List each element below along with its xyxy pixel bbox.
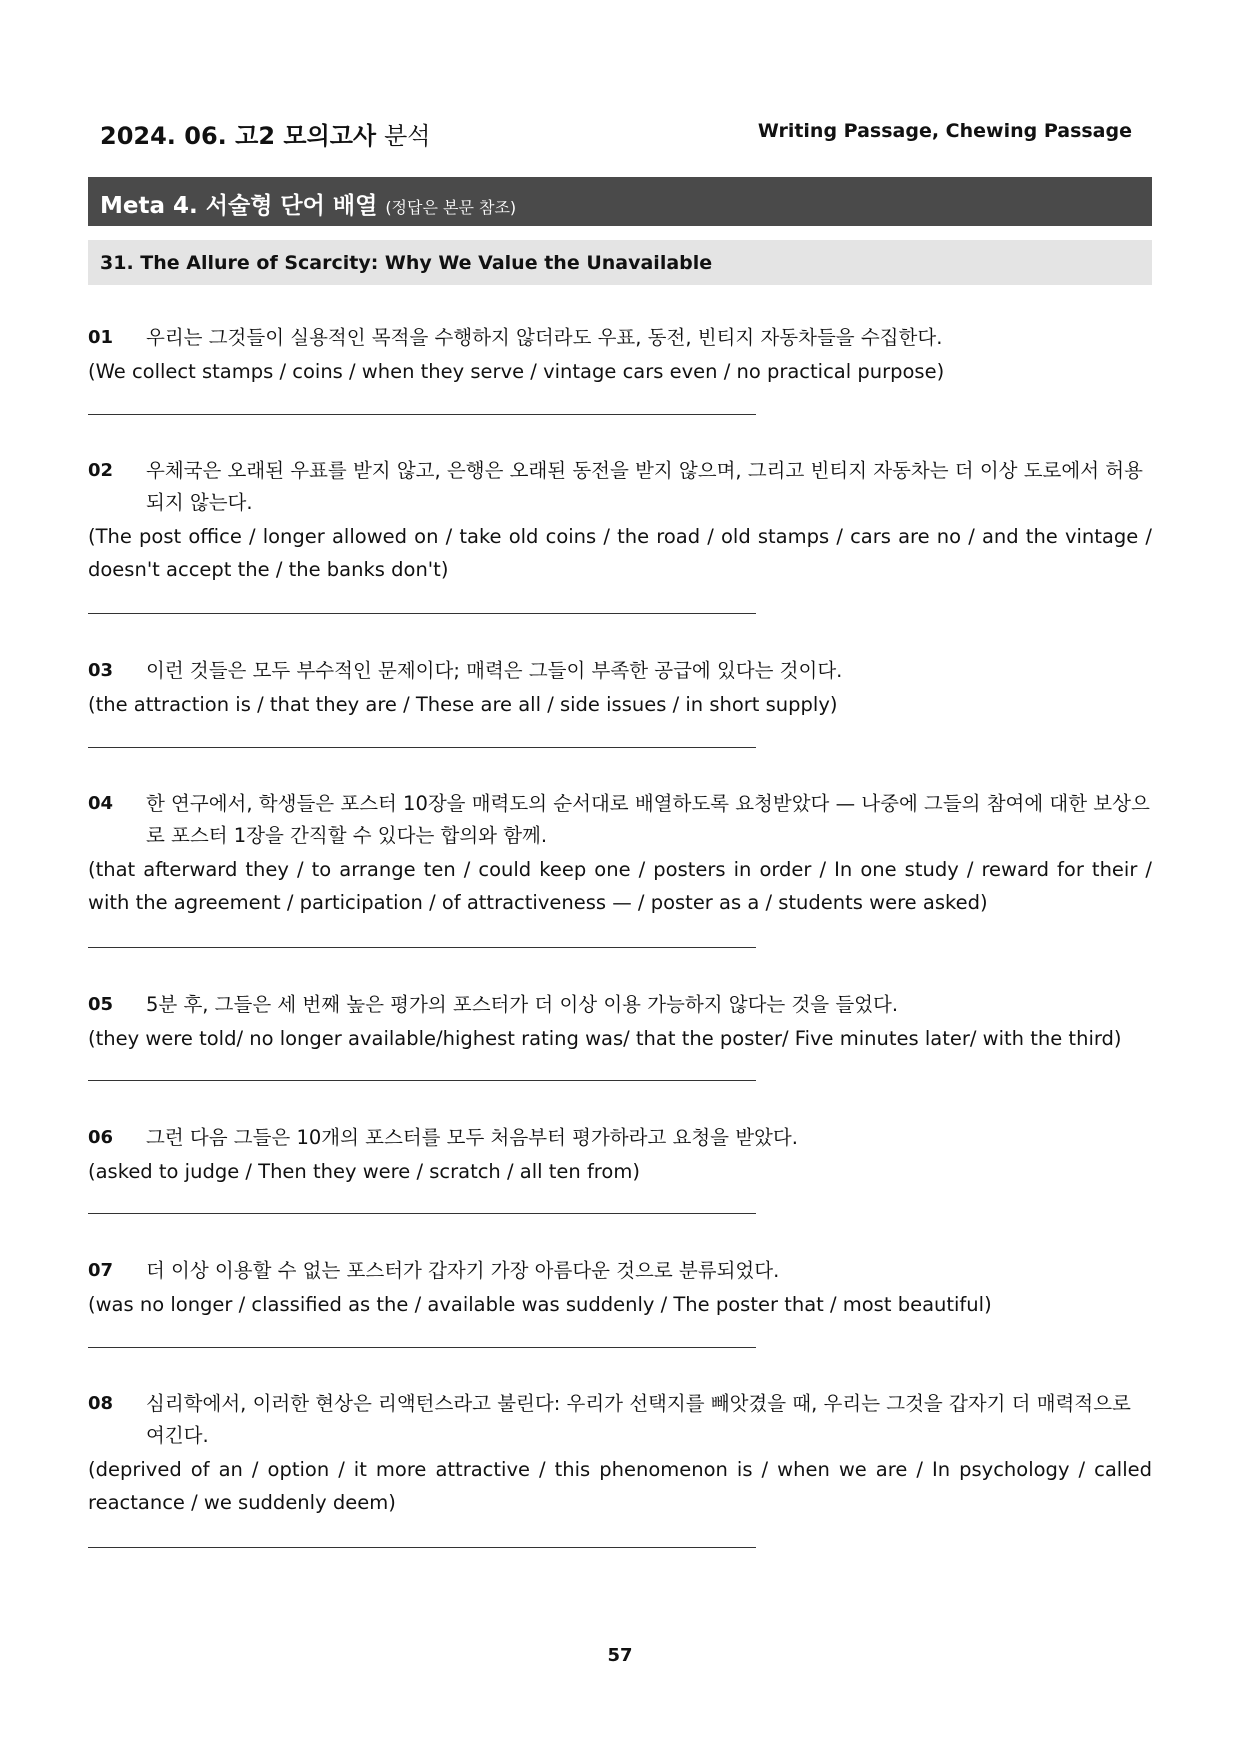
korean-text: 심리학에서, 이러한 현상은 리액턴스라고 불린다: 우리가 선택지를 빼앗겼을 때, 우리는 그것을 갑자기 더 매력적으로 여긴다. [146, 1392, 1131, 1447]
exam-title [100, 116, 431, 151]
korean-text: 우리는 그것들이 실용적인 목적을 수행하지 않더라도 우표, 동전, 빈티지 자동차들을 수집한다. [146, 326, 943, 349]
answer-line[interactable] [88, 747, 756, 748]
page-number: 57 [607, 1645, 633, 1666]
question-number: 06 [88, 1127, 114, 1148]
word-chunks: (asked to judge / Then they were / scratch / all ten from) [88, 1160, 640, 1183]
word-chunks: (that afterward they / to arrange ten / could keep one / posters in order / In one study / reward for their / with the agreement / participation / of attractiveness — / poster as a / students were asked) [88, 858, 1152, 914]
answer-line[interactable] [88, 1080, 756, 1081]
exam-title-light: 분석 [384, 122, 431, 150]
korean-sentence [88, 322, 1152, 354]
answer-line[interactable] [88, 1347, 756, 1348]
question-item [88, 1388, 1152, 1519]
word-chunks: (The post office / longer allowed on / take old coins / the road / old stamps / cars are no / and the vintage / doesn't accept the / the banks don't) [88, 525, 1152, 581]
word-chunks: (was no longer / classified as the / available was suddenly / The poster that / most beautiful) [88, 1293, 992, 1316]
answer-line[interactable] [88, 613, 756, 614]
korean-text: 더 이상 이용할 수 없는 포스터가 갑자기 가장 아름다운 것으로 분류되었다. [146, 1259, 780, 1282]
korean-sentence [88, 1255, 1152, 1287]
answer-line[interactable] [88, 1547, 756, 1548]
word-chunks: (they were told/ no longer available/highest rating was/ that the poster/ Five minutes later/ with the third) [88, 1027, 1122, 1050]
passage-title-bar [88, 240, 1152, 285]
exam-title-bold: 2024. 06. 고2 모의고사 [100, 122, 377, 150]
section-note: (정답은 본문 참조) [385, 198, 517, 217]
question-number: 02 [88, 460, 114, 481]
question-number: 07 [88, 1260, 114, 1281]
question-item [88, 1255, 1152, 1321]
section-title [100, 187, 516, 220]
header-passage-label: Writing Passage, Chewing Passage [757, 120, 1132, 142]
section-title-bar [88, 177, 1152, 226]
question-item [88, 1122, 1152, 1188]
korean-sentence [88, 788, 1152, 852]
korean-sentence [88, 1388, 1152, 1452]
korean-text: 이런 것들은 모두 부수적인 문제이다; 매력은 그들이 부족한 공급에 있다는 것이다. [146, 659, 843, 682]
korean-text: 우체국은 오래된 우표를 받지 않고, 은행은 오래된 동전을 받지 않으며, 그리고 빈티지 자동차는 더 이상 도로에서 허용되지 않는다. [146, 459, 1143, 514]
korean-sentence [88, 455, 1152, 519]
answer-line[interactable] [88, 1213, 756, 1214]
answer-line[interactable] [88, 947, 756, 948]
question-item [88, 455, 1152, 586]
question-item [88, 655, 1152, 721]
korean-text: 한 연구에서, 학생들은 포스터 10장을 매력도의 순서대로 배열하도록 요청받았다 — 나중에 그들의 참여에 대한 보상으로 포스터 1장을 간직할 수 있다는 합의와 함께. [146, 792, 1150, 847]
section-title-text: Meta 4. 서술형 단어 배열 [100, 193, 378, 219]
word-chunks: (deprived of an / option / it more attractive / this phenomenon is / when we are / In psychology / called reactance / we suddenly deem) [88, 1458, 1152, 1514]
question-number: 03 [88, 660, 114, 681]
question-item [88, 989, 1152, 1055]
question-number: 04 [88, 793, 114, 814]
korean-text: 그런 다음 그들은 10개의 포스터를 모두 처음부터 평가하라고 요청을 받았다. [146, 1126, 798, 1149]
question-item [88, 322, 1152, 388]
word-chunks: (the attraction is / that they are / These are all / side issues / in short supply) [88, 693, 838, 716]
question-item [88, 788, 1152, 919]
korean-sentence [88, 1122, 1152, 1154]
question-number: 01 [88, 327, 114, 348]
question-number: 08 [88, 1393, 114, 1414]
passage-title: 31. The Allure of Scarcity: Why We Value the Unavailable [100, 252, 713, 274]
korean-text: 5분 후, 그들은 세 번째 높은 평가의 포스터가 더 이상 이용 가능하지 않다는 것을 들었다. [146, 993, 899, 1016]
word-chunks: (We collect stamps / coins / when they serve / vintage cars even / no practical purpose) [88, 360, 945, 383]
answer-line[interactable] [88, 414, 756, 415]
korean-sentence [88, 989, 1152, 1021]
korean-sentence [88, 655, 1152, 687]
question-number: 05 [88, 994, 114, 1015]
page-header [100, 116, 1132, 156]
